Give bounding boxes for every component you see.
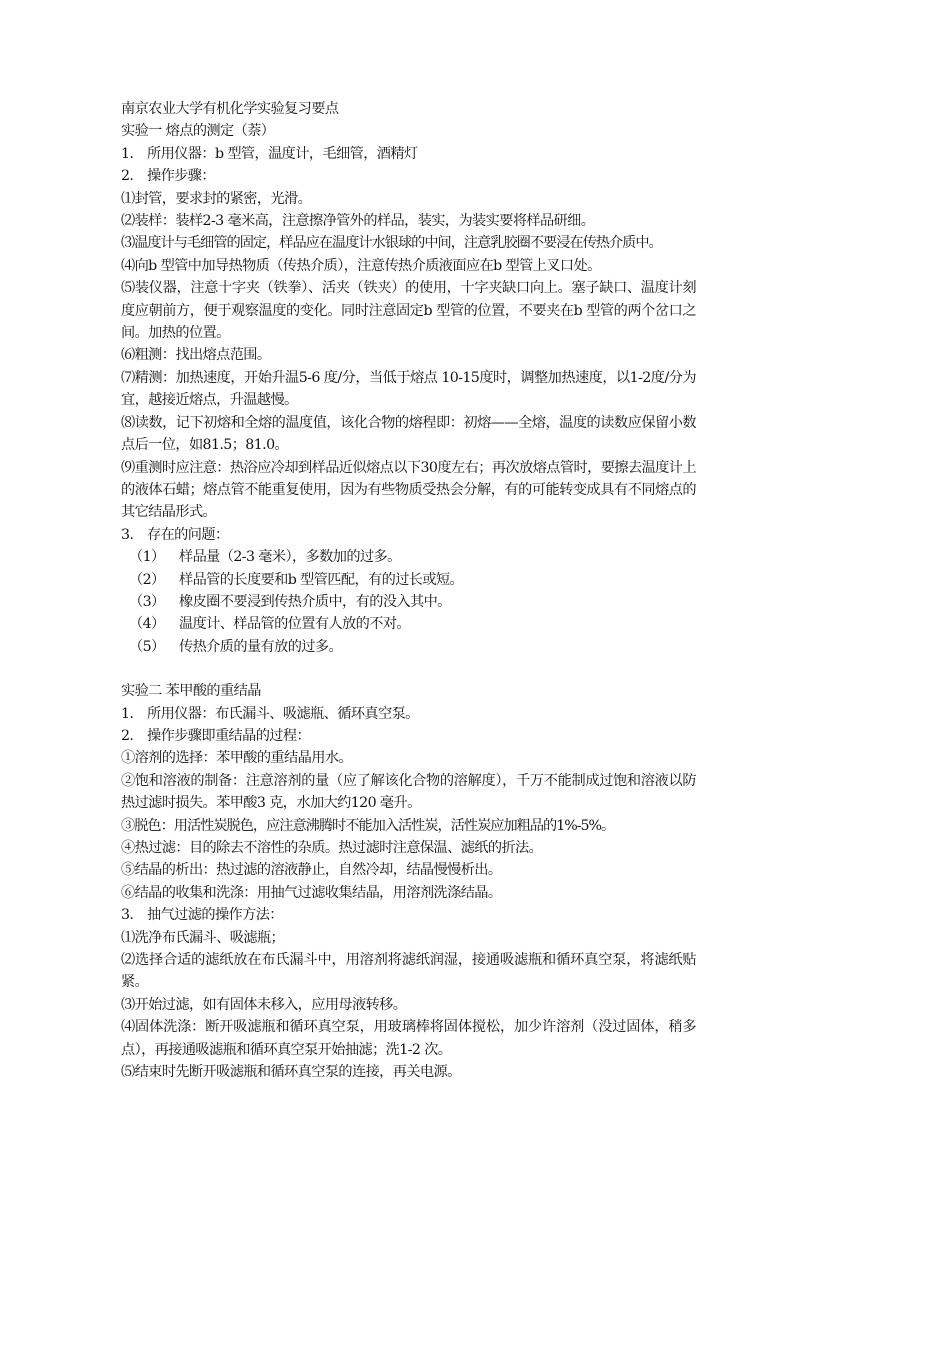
exp1-step: ⑺精测：加热速度，开始升温5-6 度/分，当低于熔点 10-15度时，调整加热速度，以1-2度/分为宜，越接近熔点，升温越慢。 bbox=[121, 369, 696, 409]
exp1-item3 bbox=[121, 524, 696, 546]
exp2-item1 bbox=[121, 703, 696, 725]
problem-number: （5） bbox=[129, 638, 165, 655]
list-number: 3. bbox=[121, 526, 134, 543]
exp1-step: ⑴封管，要求封的紧密，光滑。 bbox=[121, 190, 312, 207]
problem-number: （3） bbox=[129, 593, 165, 610]
list-text: 所用仪器：b 型管，温度计，毛细管，酒精灯 bbox=[147, 145, 418, 162]
exp1-problem bbox=[121, 569, 696, 591]
problem-text: 样品量（2-3 毫米），多数加的过多。 bbox=[179, 549, 401, 566]
exp2-step: ②饱和溶液的制备：注意溶剂的量（应了解该化合物的溶解度），千万不能制成过饱和溶液以防热过滤时损失。苯甲酸3 克，水加大约120 毫升。 bbox=[121, 772, 696, 812]
list-text: 所用仪器：布氏漏斗、吸滤瓶、循环真空泵。 bbox=[147, 705, 419, 722]
exp1-step: ⑷向b 型管中加导热物质（传热介质），注意传热介质液面应在b 型管上叉口处。 bbox=[121, 257, 601, 274]
list-number: 3. bbox=[121, 907, 134, 924]
exp1-step: ⑹粗测：找出熔点范围。 bbox=[121, 347, 271, 364]
exp1-step: ⑼重测时应注意：热浴应冷却到样品近似熔点以下30度左右；再次放熔点管时，要擦去温度计上的液体石蜡；熔点管不能重复使用，因为有些物质受热会分解，有的可能转变成具有不同熔点的其它结晶形式。 bbox=[121, 459, 696, 521]
exp2-title: 实验二 苯甲酸的重结晶 bbox=[121, 683, 261, 700]
problem-text: 样品管的长度要和b 型管匹配，有的过长或短。 bbox=[179, 571, 464, 588]
document-title: 南京农业大学有机化学实验复习要点 bbox=[121, 101, 339, 117]
section-spacer bbox=[121, 658, 696, 680]
list-text: 操作步骤即重结晶的过程： bbox=[147, 727, 311, 744]
exp2-filter-step: ⑵选择合适的滤纸放在布氏漏斗中，用溶剂将滤纸润湿，接通吸滤瓶和循环真空泵，将滤纸贴紧。 bbox=[121, 952, 696, 991]
exp2-step: ⑤结晶的析出：热过滤的溶液静止，自然冷却，结晶慢慢析出。 bbox=[121, 862, 502, 879]
exp2-filter-step: ⑴洗净布氏漏斗、吸滤瓶； bbox=[121, 929, 285, 946]
document-page bbox=[121, 98, 696, 1083]
problem-number: （1） bbox=[129, 549, 165, 566]
list-text: 存在的问题： bbox=[147, 526, 229, 543]
problem-text: 温度计、样品管的位置有人放的不对。 bbox=[179, 616, 410, 633]
exp1-step: ⑶温度计与毛细管的固定，样品应在温度计水银球的中间，注意乳胶圈不要浸在传热介质中。 bbox=[121, 235, 662, 252]
exp2-item2 bbox=[121, 725, 696, 747]
exp2-filter-step: ⑶开始过滤，如有固体未移入，应用母液转移。 bbox=[121, 996, 407, 1013]
exp2-item3 bbox=[121, 904, 696, 926]
exp2-filter-step: ⑸结束时先断开吸滤瓶和循环真空泵的连接，再关电源。 bbox=[121, 1064, 461, 1081]
list-number: 1. bbox=[121, 145, 134, 162]
exp1-item2 bbox=[121, 165, 696, 187]
list-text: 抽气过滤的操作方法： bbox=[147, 907, 283, 924]
exp1-problem bbox=[121, 636, 696, 658]
problem-number: （4） bbox=[129, 616, 165, 633]
exp1-problem bbox=[121, 613, 696, 635]
list-number: 1. bbox=[121, 705, 134, 722]
list-number: 2. bbox=[121, 168, 134, 185]
exp2-step: ⑥结晶的收集和洗涤：用抽气过滤收集结晶，用溶剂洗涤结晶。 bbox=[121, 884, 502, 901]
exp2-step: ③脱色：用活性炭脱色，应注意沸腾时不能加入活性炭，活性炭应加粗品的1%-5%。 bbox=[121, 817, 615, 834]
problem-text: 传热介质的量有放的过多。 bbox=[179, 638, 343, 655]
exp2-step: ①溶剂的选择：苯甲酸的重结晶用水。 bbox=[121, 750, 352, 767]
exp1-step: ⑵装样：装样2-3 毫米高，注意擦净管外的样品，装实，为装实要将样品研细。 bbox=[121, 213, 595, 230]
list-text: 操作步骤： bbox=[147, 168, 215, 185]
problem-number: （2） bbox=[129, 571, 165, 588]
list-number: 2. bbox=[121, 727, 134, 744]
problem-text: 橡皮圈不要浸到传热介质中，有的没入其中。 bbox=[179, 593, 451, 610]
exp1-step: ⑻读数，记下初熔和全熔的温度值，该化合物的熔程即：初熔——全熔，温度的读数应保留小数点后一位，如81.5；81.0。 bbox=[121, 414, 696, 454]
exp1-problem bbox=[121, 591, 696, 613]
exp1-problem bbox=[121, 546, 696, 568]
exp1-item1 bbox=[121, 143, 696, 165]
exp2-filter-step: ⑷固体洗涤：断开吸滤瓶和循环真空泵，用玻璃棒将固体搅松，加少许溶剂（没过固体，稍多点），再接通吸滤瓶和循环真空泵开始抽滤；洗1-2 次。 bbox=[121, 1019, 696, 1058]
exp2-step: ④热过滤：目的除去不溶性的杂质。热过滤时注意保温、滤纸的折法。 bbox=[121, 840, 543, 856]
exp1-step: ⑸装仪器，注意十字夹（铁拳）、活夹（铁夹）的使用，十字夹缺口向上。塞子缺口、温度计刻度应朝前方，便于观察温度的变化。同时注意固定b 型管的位置，不要夹在b 型管的两个岔口之间。加热的位置。 bbox=[121, 280, 696, 342]
exp1-title: 实验一 熔点的测定（萘） bbox=[121, 123, 275, 140]
